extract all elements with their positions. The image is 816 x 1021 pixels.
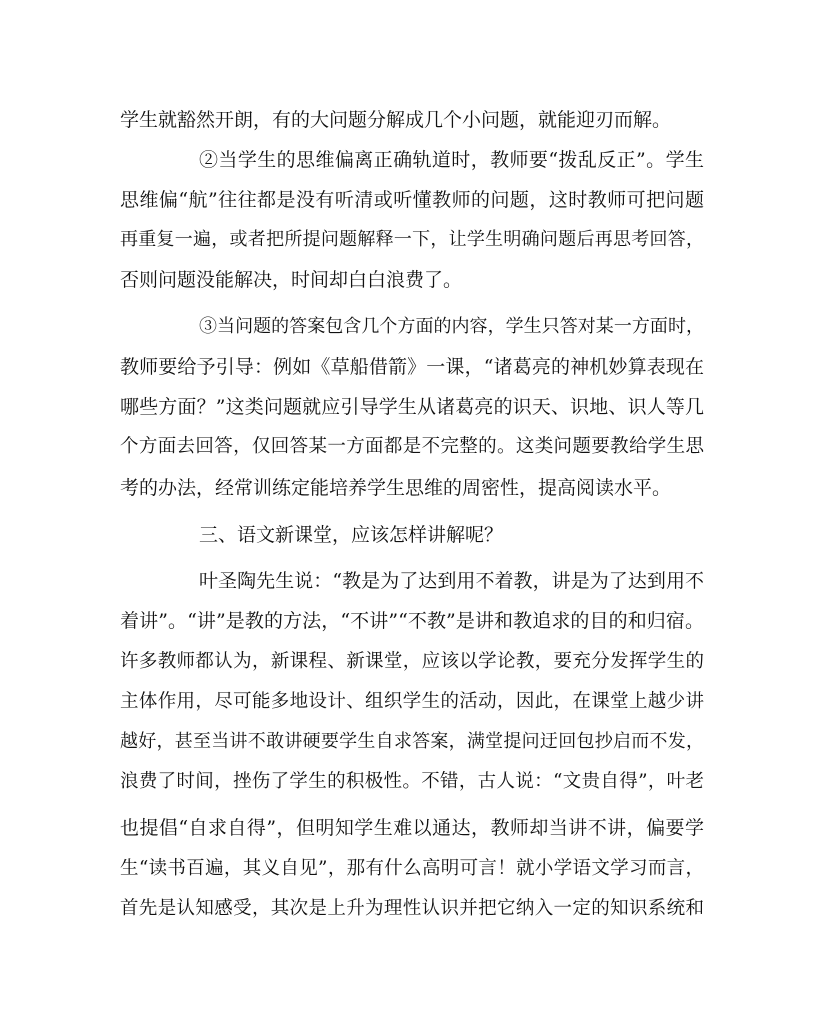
text-line: ③当问题的答案包含几个方面的内容，学生只答对某一方面时， [199,316,704,337]
text-line: 首先是认知感受，其次是上升为理性认识并把它纳入一定的知识系统和 [120,898,704,919]
text-line: 思维偏“航”往往都是没有听清或听懂教师的问题，这时教师可把问题 [120,189,704,211]
text-line: 个方面去回答，仅回答某一方面都是不完整的。这类问题要教给学生思 [120,436,704,457]
text-line: 考的办法，经常训练定能培养学生思维的周密性，提高阅读水平。 [120,477,672,499]
text-line: 主体作用，尽可能多地设计、组织学生的活动，因此，在课堂上越少讲 [120,691,704,712]
text-line: 越好，甚至当讲不敢讲硬要学生自求答案，满堂提问迂回包抄启而不发， [120,731,704,752]
section-heading: 三、语文新课堂，应该怎样讲解呢？ [199,524,504,546]
text-line: 哪些方面？”这类问题就应引导学生从诸葛亮的识天、识地、识人等几 [120,396,704,418]
text-line: 也提倡“自求自得”，但明知学生难以通达，教师却当讲不讲，偏要学 [120,817,704,839]
text-line: 生“读书百遍，其义自见”，那有什么高明可言！就小学语文学习而言， [120,858,704,879]
text-line: 再重复一遍，或者把所提问题解释一下，让学生明确问题后再思考回答， [120,229,704,250]
text-line: 教师要给予引导：例如《草船借箭》一课，“诸葛亮的神机妙算表现在 [120,356,704,378]
text-line: 学生就豁然开朗，有的大问题分解成几个小问题，就能迎刃而解。 [120,109,672,131]
text-line: ②当学生的思维偏离正确轨道时，教师要“拨乱反正”。学生 [199,149,704,171]
text-line: 浪费了时间，挫伤了学生的积极性。不错，古人说：“文贵自得”，叶老 [120,771,704,792]
text-line: 许多教师都认为，新课程、新课堂，应该以学论教，要充分发挥学生的 [120,651,704,672]
text-line: 着讲”。“讲”是教的方法，“不讲”“不教”是讲和教追求的目的和归宿。 [120,610,704,632]
text-line: 否则问题没能解决，时间却白白浪费了。 [120,269,463,291]
text-line: 叶圣陶先生说：“教是为了达到用不着教，讲是为了达到用不 [199,570,704,592]
